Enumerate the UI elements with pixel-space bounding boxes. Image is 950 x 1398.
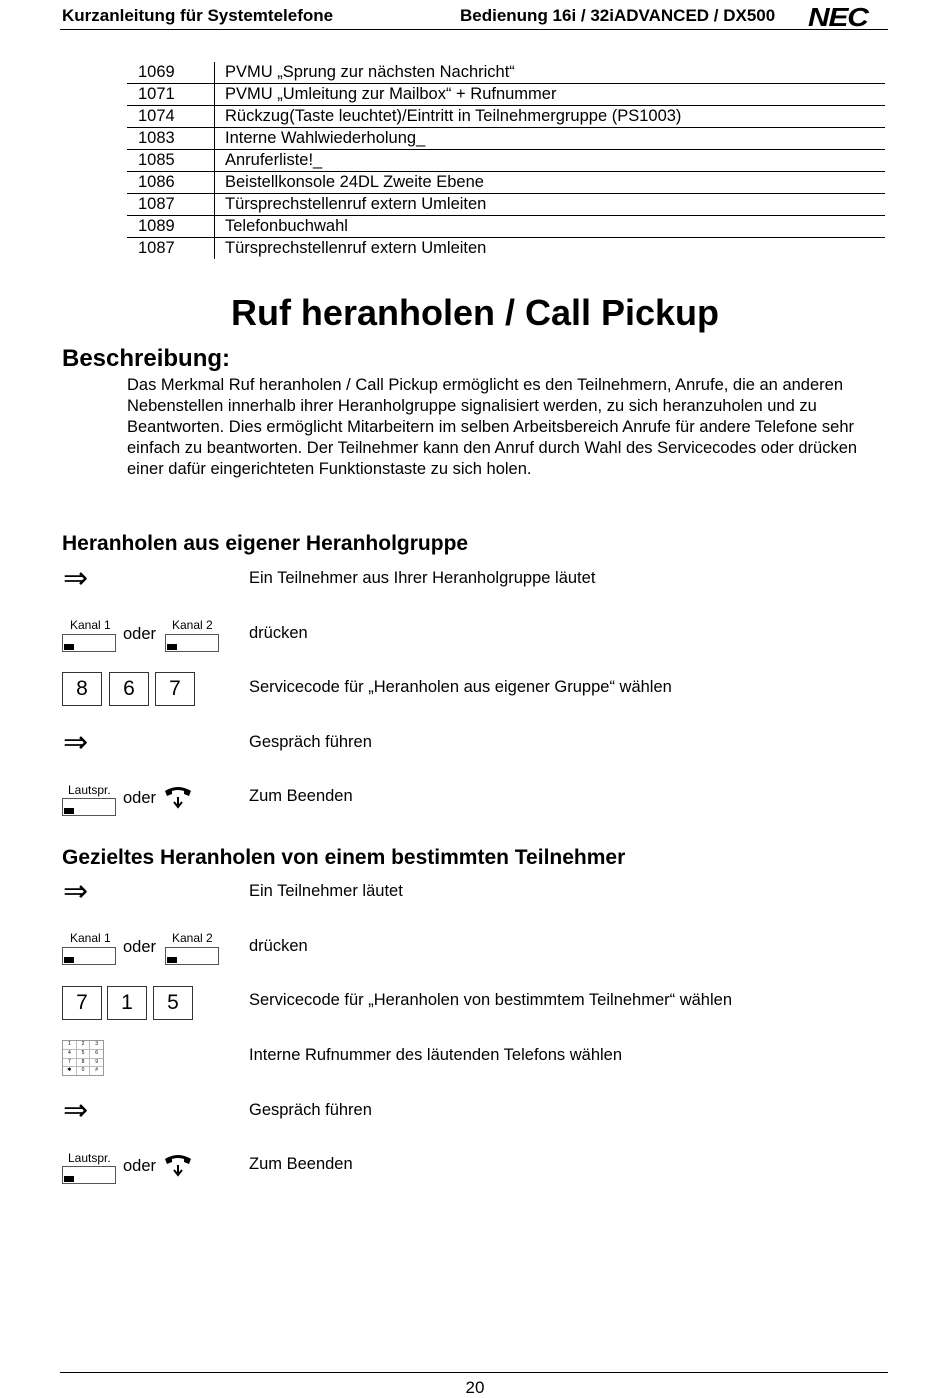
feature-description: Türsprechstellenruf extern Umleiten: [225, 239, 487, 257]
kanal1-label: Kanal 1: [70, 931, 111, 945]
keypad-cell: 3: [90, 1041, 103, 1049]
table-row: [127, 106, 885, 128]
header-rule: [60, 29, 888, 30]
speaker-key[interactable]: [62, 798, 116, 816]
feature-description: Beistellkonsole 24DL Zweite Ebene: [225, 173, 484, 191]
section1-step-ringing: Ein Teilnehmer aus Ihrer Heranholgruppe läutet: [249, 569, 596, 587]
arrow-icon: ⇒: [63, 875, 89, 908]
feature-code: 1074: [127, 106, 215, 128]
lautspr-label: Lautspr.: [68, 1151, 111, 1165]
feature-code: 1083: [127, 128, 215, 150]
arrow-icon: ⇒: [63, 562, 89, 595]
section1-step-servicecode: Servicecode für „Heranholen aus eigener Gruppe“ wählen: [249, 678, 672, 696]
feature-description: Interne Wahlwiederholung_: [225, 129, 426, 147]
table-row: [127, 238, 885, 260]
keypad-icon[interactable]: [62, 1040, 104, 1076]
header-left-title: Kurzanleitung für Systemtelefone: [62, 6, 334, 25]
lautspr-label: Lautspr.: [68, 783, 111, 797]
handset-hangup-icon[interactable]: [163, 1153, 193, 1177]
feature-description: PVMU „Sprung zur nächsten Nachricht“: [225, 63, 515, 81]
footer-rule: [60, 1372, 888, 1373]
table-row: [127, 216, 885, 238]
keypad-cell: 9: [90, 1059, 103, 1067]
section1-step-press: drücken: [249, 624, 308, 642]
feature-code: 1071: [127, 84, 215, 106]
table-row: [127, 194, 885, 216]
section1-step-end: Zum Beenden: [249, 787, 353, 805]
description-heading: Beschreibung:: [62, 345, 231, 372]
digit-key-7[interactable]: 7: [62, 986, 102, 1020]
keypad-cell: 7: [63, 1059, 76, 1067]
page-title: Ruf heranholen / Call Pickup: [230, 292, 720, 333]
section2-step-servicecode: Servicecode für „Heranholen von bestimmtem Teilnehmer“ wählen: [249, 991, 733, 1009]
section1-kanal-keys: [0, 615, 250, 655]
digit-key-7[interactable]: 7: [155, 672, 195, 706]
kanal1-key[interactable]: [62, 947, 116, 965]
kanal2-key[interactable]: [165, 634, 219, 652]
kanal1-led-icon: [64, 644, 74, 650]
table-row: [127, 62, 885, 84]
kanal2-label: Kanal 2: [172, 931, 213, 945]
section2-heading: Gezieltes Heranholen von einem bestimmten Teilnehmer: [62, 846, 626, 869]
section2-step-press: drücken: [249, 937, 308, 955]
description-text: Das Merkmal Ruf heranholen / Call Pickup ermöglicht es den Teilnehmern, Anrufe, die an anderen Nebenstellen innerhalb ihrer Heranholgruppe signalisiert werden, zu sich heranzuholen und zu Beantworten. Dies ermöglicht Mitarbeitern im selben Arbeitsbereich Anrufe für andere Telefone sehr einfach zu beantworten. Der Teilnehmer kann den Anruf durch Wahl des Servicecodes oder drücken einer dafür eingerichteten Funktionstaste zu sich holen.: [127, 376, 858, 478]
feature-code: 1087: [127, 238, 215, 260]
section1-end-keys: [0, 780, 250, 820]
digit-key-1[interactable]: 1: [107, 986, 147, 1020]
feature-description: Rückzug(Taste leuchtet)/Eintritt in Teilnehmergruppe (PS1003): [225, 107, 682, 125]
table-row: [127, 150, 885, 172]
nec-logo: NEC: [808, 2, 868, 32]
feature-code: 1087: [127, 194, 215, 216]
keypad-cell: 5: [77, 1050, 90, 1058]
keypad-cell: 0: [77, 1067, 90, 1075]
feature-description: Türsprechstellenruf extern Umleiten: [225, 195, 487, 213]
keypad-cell: 4: [63, 1050, 76, 1058]
speaker-led-icon: [64, 808, 74, 814]
section1-step-talk: Gespräch führen: [249, 733, 372, 751]
feature-description: PVMU „Umleitung zur Mailbox“ + Rufnummer: [225, 85, 557, 103]
feature-code: 1089: [127, 216, 215, 238]
keypad-cell: 8: [77, 1059, 90, 1067]
section2-step-end: Zum Beenden: [249, 1155, 353, 1173]
kanal2-led-icon: [167, 957, 177, 963]
speaker-key[interactable]: [62, 1166, 116, 1184]
arrow-icon: ⇒: [63, 726, 89, 759]
feature-code-table: [127, 62, 885, 259]
handset-hangup-icon[interactable]: [163, 785, 193, 809]
kanal2-label: Kanal 2: [172, 618, 213, 632]
kanal1-label: Kanal 1: [70, 618, 111, 632]
feature-code: 1085: [127, 150, 215, 172]
keypad-cell: 6: [90, 1050, 103, 1058]
digit-key-5[interactable]: 5: [153, 986, 193, 1020]
section2-kanal-keys: [0, 928, 250, 968]
speaker-led-icon: [64, 1176, 74, 1182]
digit-key-8[interactable]: 8: [62, 672, 102, 706]
section2-step-ringing: Ein Teilnehmer läutet: [249, 882, 403, 900]
section2-step-dial-number: Interne Rufnummer des läutenden Telefons wählen: [249, 1046, 623, 1064]
kanal1-key[interactable]: [62, 634, 116, 652]
feature-description: Anruferliste!_: [225, 151, 323, 169]
keypad-cell: 2: [77, 1041, 90, 1049]
arrow-icon: ⇒: [63, 1094, 89, 1127]
page-number: 20: [465, 1378, 485, 1397]
keypad-cell: 1: [63, 1041, 76, 1049]
feature-description: Telefonbuchwahl: [225, 217, 348, 235]
table-row: [127, 84, 885, 106]
section2-step-talk: Gespräch führen: [249, 1101, 372, 1119]
feature-code: 1069: [127, 62, 215, 84]
section2-end-keys: [0, 1148, 250, 1188]
table-row: [127, 128, 885, 150]
table-row: [127, 172, 885, 194]
section1-heading: Heranholen aus eigener Heranholgruppe: [62, 532, 469, 555]
header-right-title: Bedienung 16i / 32iADVANCED / DX500: [460, 6, 776, 25]
keypad-cell: #: [90, 1067, 103, 1075]
oder-text: oder: [123, 938, 157, 956]
kanal2-led-icon: [167, 644, 177, 650]
oder-text: oder: [123, 625, 157, 643]
digit-key-6[interactable]: 6: [109, 672, 149, 706]
kanal2-key[interactable]: [165, 947, 219, 965]
oder-text: oder: [123, 789, 157, 807]
kanal1-led-icon: [64, 957, 74, 963]
feature-code: 1086: [127, 172, 215, 194]
keypad-cell: ✱: [63, 1067, 76, 1075]
oder-text: oder: [123, 1157, 157, 1175]
